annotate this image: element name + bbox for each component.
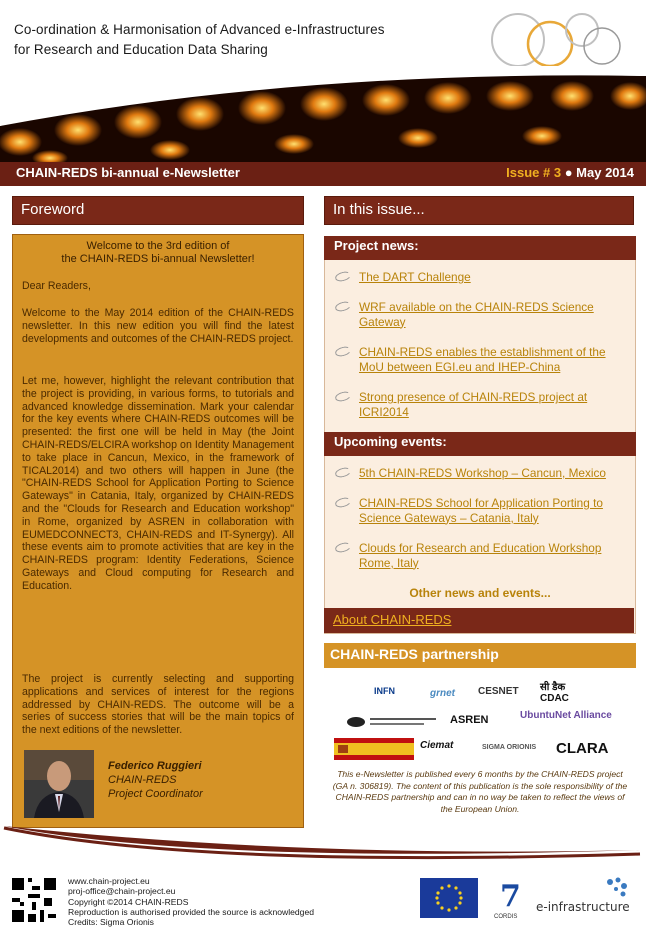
- foreword-paragraph-1: Welcome to the May 2014 edition of the CHAIN-REDS newsletter. In this new edition you will find the latest developments and outcomes of the CHAIN-REDS project.: [22, 307, 294, 345]
- issue-month: May 2014: [576, 165, 634, 180]
- welcome-line2: the CHAIN-REDS bi-annual Newsletter!: [61, 253, 255, 265]
- event-link-school[interactable]: CHAIN-REDS School for Application Porting to Science Gateways – Catania, Italy: [359, 496, 603, 525]
- decorative-swoosh: [0, 820, 646, 870]
- logo-cesnet: CESNET: [478, 686, 519, 697]
- project-news-heading: Project news:: [324, 236, 636, 260]
- footer-text: [68, 876, 314, 927]
- upcoming-events-heading: Upcoming events:: [324, 432, 636, 456]
- welcome-line1: Welcome to the 3rd edition of: [86, 240, 230, 252]
- logo-ciemat: Ciemat: [420, 740, 454, 751]
- footer-copyright: Copyright ©2014 CHAIN-REDS: [68, 896, 189, 907]
- partnership-heading: CHAIN-REDS partnership: [324, 643, 636, 668]
- event-link-clouds[interactable]: Clouds for Research and Education Workshop Rome, Italy: [359, 541, 602, 570]
- signer-role: Project Coordinator: [108, 788, 203, 800]
- signer-org: CHAIN-REDS: [108, 774, 177, 786]
- about-chain-reds-link[interactable]: About CHAIN-REDS: [333, 612, 452, 627]
- foreword-heading: Foreword: [12, 196, 304, 225]
- event-link-workshop[interactable]: 5th CHAIN-REDS Workshop – Cancun, Mexico: [359, 466, 606, 480]
- e-infrastructure-label: e-infrastructure: [536, 900, 630, 914]
- logo-ubuntunet: UbuntuNet Alliance: [520, 710, 612, 721]
- e-infrastructure-dots-icon: [604, 876, 630, 898]
- footer-website[interactable]: www.chain-project.eu: [68, 876, 150, 886]
- header-title-line2: for Research and Education Data Sharing: [14, 42, 268, 57]
- in-this-issue-heading: In this issue...: [324, 196, 634, 225]
- signature-block: [108, 759, 203, 801]
- foreword-greeting: Dear Readers,: [22, 280, 91, 292]
- fp7-caption: CORDIS: [494, 914, 518, 920]
- logo-infn: INFN: [374, 686, 395, 696]
- logo-research-institute: [346, 712, 438, 732]
- header-banner-image: [0, 66, 646, 162]
- header-title: [14, 20, 385, 60]
- coordinator-photo: [24, 750, 94, 818]
- issue-bullet: ●: [564, 165, 573, 180]
- foreword-paragraph-2: Let me, however, highlight the relevant contribution that the project is providing, in various forms, to tutorials and advanced knowledge dissemination. Mark your calendar for the key events where CHAIN-REDS outcomes will be presented: the first one will be held in May (the Joint CHAIN-REDS/ELCIRA workshop on Identity Management to take place in Cancun, Mexico, in the framework of TICAL2014) and two others will happen in June (the "CHAIN-REDS School for Application Porting to Science Gateways" in Catania, Italy, organized by CHAIN-REDS and the "Clouds for Research and Education workshop" in Rome, organized by ASREN in collaboration with EUMEDCONNECT3, CHAIN-REDS and IT-Synergy). All these events aim to promote activities that are key in the CHAIN-REDS program: Identity Federations, Science Gateways and Cloud computing for Research and Education.: [22, 375, 294, 592]
- issue-date: [506, 165, 634, 180]
- fp7-number: 7: [500, 879, 521, 914]
- disclaimer-text: This e-Newsletter is published every 6 months by the CHAIN-REDS project (GA n. 306819). The content of this publication is the sole responsibility of the CHAIN-REDS partnership and can in no way be taken to reflect the views of the European Union.: [332, 769, 628, 814]
- news-link-icri[interactable]: Strong presence of CHAIN-REDS project at ICRI2014: [359, 390, 588, 419]
- foreword-welcome: [12, 240, 304, 266]
- footer-reproduction: Reproduction is authorised provided the source is acknowledged: [68, 906, 315, 917]
- logo-asren: ASREN: [450, 714, 489, 726]
- logo-cdac: सी डैक CDAC: [540, 682, 569, 704]
- footer-email[interactable]: proj-office@chain-project.eu: [68, 886, 176, 897]
- logo-spanish-ministry: [334, 738, 414, 760]
- qr-code: [12, 878, 56, 922]
- signer-name: Federico Ruggieri: [108, 760, 202, 772]
- logo-grnet: grnet: [430, 688, 455, 699]
- logo-clara: CLARA: [556, 740, 609, 757]
- logo-sigma-orionis: SIGMA ORIONIS: [482, 744, 537, 751]
- news-link-wrf[interactable]: WRF available on the CHAIN-REDS Science Gateway: [359, 300, 594, 329]
- news-link-mou[interactable]: CHAIN-REDS enables the establishment of the MoU between EGI.eu and IHEP-China: [359, 345, 606, 374]
- other-news-link[interactable]: Other news and events...: [409, 586, 551, 600]
- fp7-logo: [492, 876, 532, 920]
- issue-number: Issue # 3: [506, 165, 562, 180]
- news-link-dart[interactable]: The DART Challenge: [359, 270, 471, 284]
- newsletter-name: CHAIN-REDS bi-annual e-Newsletter: [16, 165, 240, 180]
- header-title-line1: Co-ordination & Harmonisation of Advanced e-Infrastructures: [14, 22, 385, 37]
- eu-flag-icon: [420, 878, 478, 918]
- foreword-paragraph-3: The project is currently selecting and supporting applications and services of interest for the regions addressed by CHAIN-REDS. The outcome will be a series of success stories that will be the main topics of the next editions of the newsletter.: [22, 673, 294, 737]
- footer-credits: Credits: Sigma Orionis: [68, 917, 154, 928]
